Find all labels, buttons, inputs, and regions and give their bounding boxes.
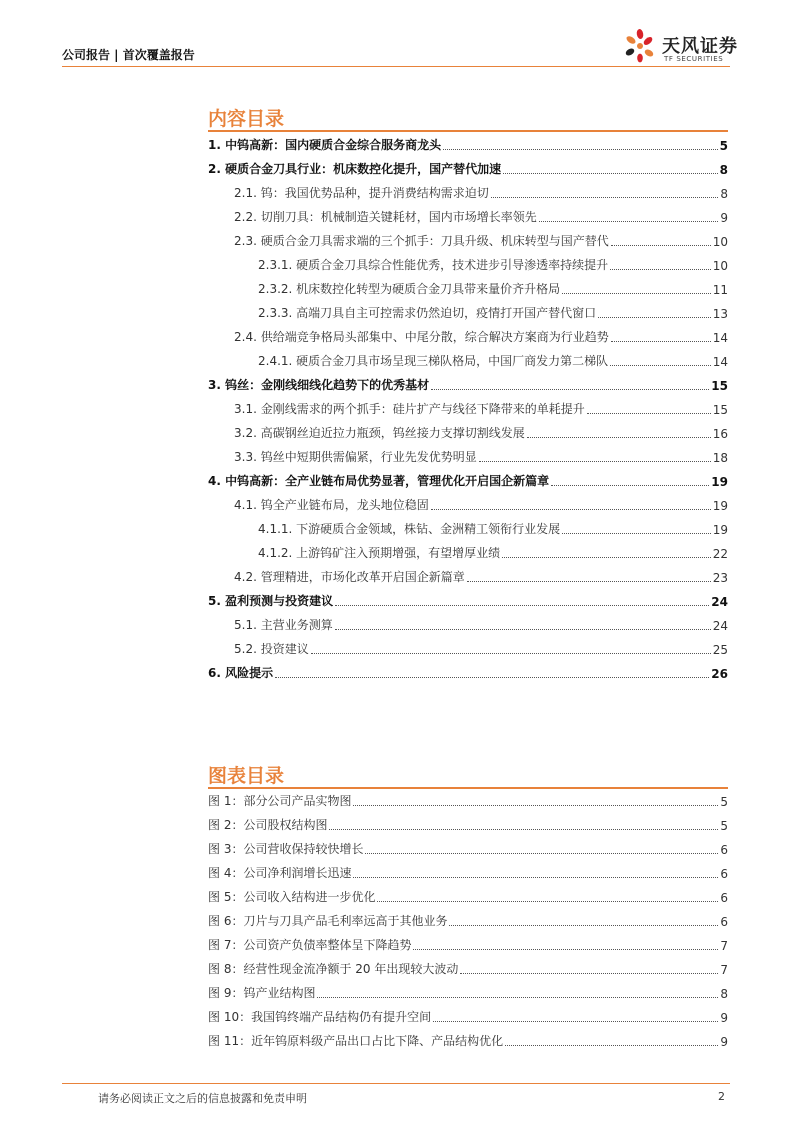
- dot-leader: [491, 197, 719, 198]
- figure-entry-page: 9: [720, 1035, 728, 1049]
- toc-entry-page: 5: [719, 139, 728, 153]
- toc-entry[interactable]: [234, 445, 728, 465]
- toc-entry-label: 4.1.1. 下游硬质合金领域，株钻、金洲精工领衔行业发展: [258, 522, 561, 536]
- figure-entry[interactable]: [208, 813, 728, 833]
- dot-leader: [317, 997, 718, 998]
- toc-entry-label: 4. 中钨高新：全产业链布局优势显著，管理优化开启国企新篇章: [208, 474, 550, 488]
- figure-entry-page: 6: [720, 891, 728, 905]
- toc-entry[interactable]: [208, 469, 728, 489]
- dot-leader: [377, 901, 718, 902]
- toc-entry[interactable]: [234, 637, 728, 657]
- disclaimer-text: 请务必阅读正文之后的信息披露和免责申明: [98, 1092, 307, 1105]
- figure-entry-label: 图 5：公司收入结构进一步优化: [208, 890, 376, 904]
- dot-leader: [335, 605, 709, 606]
- figure-entry-label: 图 6：刀片与刀具产品毛利率远高于其他业务: [208, 914, 448, 928]
- toc-entry-page: 10: [712, 235, 728, 249]
- brand-logo: [622, 26, 738, 66]
- brand-name-cn: 天风证券: [662, 36, 738, 57]
- dot-leader: [443, 149, 718, 150]
- toc-entry[interactable]: [234, 205, 728, 225]
- figure-entry-label: 图 9：钨产业结构图: [208, 986, 316, 1000]
- figure-entry[interactable]: [208, 885, 728, 905]
- dot-leader: [562, 293, 711, 294]
- toc-entry-label: 4.2. 管理精进，市场化改革开启国企新篇章: [234, 570, 465, 584]
- dot-leader: [479, 461, 711, 462]
- figure-entry-page: 8: [720, 987, 728, 1001]
- toc-entry[interactable]: [234, 229, 728, 249]
- toc-entry-label: 2.3.1. 硬质合金刀具综合性能优秀，技术进步引导渗透率持续提升: [258, 258, 609, 272]
- dot-leader: [502, 557, 711, 558]
- toc-entry-page: 9: [720, 211, 728, 225]
- figure-entry-page: 6: [720, 915, 728, 929]
- toc-entry-label: 2.3.2. 机床数控化转型为硬质合金刀具带来量价齐升格局: [258, 282, 561, 296]
- figure-entry[interactable]: [208, 981, 728, 1001]
- report-type-label: 公司报告 | 首次覆盖报告: [62, 48, 195, 62]
- figure-entry-page: 9: [720, 1011, 728, 1025]
- dot-leader: [460, 973, 718, 974]
- dot-leader: [335, 629, 711, 630]
- dot-leader: [539, 221, 719, 222]
- toc-entry[interactable]: [234, 181, 728, 201]
- dot-leader: [413, 949, 718, 950]
- toc-title: 内容目录: [208, 108, 285, 130]
- toc-entry-page: 16: [712, 427, 728, 441]
- dot-leader: [433, 1021, 718, 1022]
- toc-entry-label: 3. 钨丝：金刚线细线化趋势下的优秀基材: [208, 378, 430, 392]
- toc-entry[interactable]: [258, 517, 728, 537]
- dot-leader: [431, 509, 711, 510]
- toc-entry-label: 1. 中钨高新：国内硬质合金综合服务商龙头: [208, 138, 442, 152]
- figure-entry-page: 7: [720, 963, 728, 977]
- toc-entry-page: 8: [720, 187, 728, 201]
- dot-leader: [467, 581, 711, 582]
- figure-entry-label: 图 4：公司净利润增长迅速: [208, 866, 352, 880]
- toc-entry-label: 2.4. 供给端竞争格局头部集中、中尾分散，综合解决方案商为行业趋势: [234, 330, 609, 344]
- figure-entry[interactable]: [208, 957, 728, 977]
- figure-entry[interactable]: [208, 909, 728, 929]
- toc-entry-label: 3.3. 钨丝中短期供需偏紧，行业先发优势明显: [234, 450, 477, 464]
- toc-entry[interactable]: [208, 133, 728, 153]
- toc-entry-page: 22: [712, 547, 728, 561]
- dot-leader: [551, 485, 709, 486]
- figures-title: 图表目录: [208, 765, 285, 787]
- page-number: 2: [718, 1090, 725, 1103]
- brand-name-en: TF SECURITIES: [664, 55, 724, 63]
- figure-entry[interactable]: [208, 861, 728, 881]
- flower-logo-icon: [622, 26, 658, 64]
- dot-leader: [610, 269, 711, 270]
- toc-entry-page: 23: [712, 571, 728, 585]
- toc-entry-label: 3.1. 金刚线需求的两个抓手：硅片扩产与线径下降带来的单耗提升: [234, 402, 585, 416]
- figure-entry-page: 7: [720, 939, 728, 953]
- figure-entry-label: 图 8：经营性现金流净额于 20 年出现较大波动: [208, 962, 459, 976]
- figure-entry[interactable]: [208, 1005, 728, 1025]
- dot-leader: [587, 413, 711, 414]
- dot-leader: [311, 653, 711, 654]
- dot-leader: [611, 341, 711, 342]
- toc-entry-page: 10: [712, 259, 728, 273]
- toc-entry-label: 4.1. 钨全产业链布局，龙头地位稳固: [234, 498, 429, 512]
- dot-leader: [365, 853, 718, 854]
- toc-entry-label: 3.2. 高碳钢丝迫近拉力瓶颈，钨丝接力支撑切割线发展: [234, 426, 525, 440]
- toc-entry-label: 5.1. 主营业务测算: [234, 618, 333, 632]
- toc-entry[interactable]: [234, 493, 728, 513]
- figure-entry-label: 图 11：近年钨原料级产品出口占比下降、产品结构优化: [208, 1034, 504, 1048]
- figure-entry-page: 5: [720, 819, 728, 833]
- dot-leader: [610, 365, 711, 366]
- toc-entry-label: 2. 硬质合金刀具行业：机床数控化提升，国产替代加速: [208, 162, 502, 176]
- toc-entry[interactable]: [234, 613, 728, 633]
- toc-entry-label: 6. 风险提示: [208, 666, 274, 680]
- figure-entry-label: 图 2：公司股权结构图: [208, 818, 328, 832]
- figure-entry-page: 5: [720, 795, 728, 809]
- toc-entry-label: 2.4.1. 硬质合金刀具市场呈现三梯队格局，中国厂商发力第二梯队: [258, 354, 609, 368]
- toc-entry-page: 26: [711, 667, 728, 681]
- toc-entry-label: 5.2. 投资建议: [234, 642, 309, 656]
- figure-entry-label: 图 3：公司营收保持较快增长: [208, 842, 364, 856]
- dot-leader: [527, 437, 711, 438]
- dot-leader: [353, 877, 718, 878]
- toc-entry[interactable]: [234, 565, 728, 585]
- toc-entry-page: 19: [712, 523, 728, 537]
- dot-leader: [598, 317, 711, 318]
- dot-leader: [431, 389, 709, 390]
- header-divider: [62, 66, 730, 67]
- toc-entry[interactable]: [234, 397, 728, 417]
- toc-entry[interactable]: [208, 589, 728, 609]
- toc-title-underline: [208, 130, 728, 132]
- dot-leader: [275, 677, 709, 678]
- toc-entry-label: 4.1.2. 上游钨矿注入预期增强，有望增厚业绩: [258, 546, 501, 560]
- figure-entry-label: 图 1：部分公司产品实物图: [208, 794, 352, 808]
- toc-entry-page: 11: [712, 283, 728, 297]
- toc-entry-label: 2.3.3. 高端刀具自主可控需求仍然迫切，疫情打开国产替代窗口: [258, 306, 597, 320]
- toc-entry-label: 2.1. 钨：我国优势品种，提升消费结构需求迫切: [234, 186, 489, 200]
- toc-entry-page: 8: [719, 163, 728, 177]
- toc-entry[interactable]: [258, 301, 728, 321]
- toc-entry[interactable]: [208, 157, 728, 177]
- figure-entry[interactable]: [208, 933, 728, 953]
- dot-leader: [353, 805, 718, 806]
- toc-entry-page: 25: [712, 643, 728, 657]
- figure-entry[interactable]: [208, 837, 728, 857]
- toc-entry-page: 19: [712, 499, 728, 513]
- toc-entry-page: 24: [711, 595, 728, 609]
- figure-entry-page: 6: [720, 867, 728, 881]
- figure-entry-label: 图 10：我国钨终端产品结构仍有提升空间: [208, 1010, 432, 1024]
- toc-entry[interactable]: [234, 325, 728, 345]
- toc-entry[interactable]: [258, 349, 728, 369]
- figure-entry[interactable]: [208, 789, 728, 809]
- dot-leader: [449, 925, 718, 926]
- figure-entry-label: 图 7：公司资产负债率整体呈下降趋势: [208, 938, 412, 952]
- toc-entry-page: 15: [711, 379, 728, 393]
- toc-entry-page: 14: [712, 331, 728, 345]
- dot-leader: [503, 173, 718, 174]
- toc-entry-page: 19: [711, 475, 728, 489]
- toc-entry[interactable]: [258, 253, 728, 273]
- figure-entry[interactable]: [208, 1029, 728, 1049]
- dot-leader: [562, 533, 711, 534]
- dot-leader: [611, 245, 711, 246]
- toc-entry-page: 24: [712, 619, 728, 633]
- toc-entry-label: 5. 盈利预测与投资建议: [208, 594, 334, 608]
- toc-entry-page: 13: [712, 307, 728, 321]
- toc-entry[interactable]: [208, 661, 728, 681]
- toc-entry[interactable]: [258, 277, 728, 297]
- toc-entry[interactable]: [258, 541, 728, 561]
- toc-entry-label: 2.2. 切削刀具：机械制造关键耗材，国内市场增长率领先: [234, 210, 537, 224]
- toc-entry-page: 18: [712, 451, 728, 465]
- dot-leader: [329, 829, 718, 830]
- toc-entry[interactable]: [234, 421, 728, 441]
- dot-leader: [505, 1045, 718, 1046]
- toc-entry-page: 14: [712, 355, 728, 369]
- footer-divider: [62, 1083, 730, 1084]
- figure-entry-page: 6: [720, 843, 728, 857]
- toc-entry-page: 15: [712, 403, 728, 417]
- toc-entry[interactable]: [208, 373, 728, 393]
- toc-entry-label: 2.3. 硬质合金刀具需求端的三个抓手：刀具升级、机床转型与国产替代: [234, 234, 609, 248]
